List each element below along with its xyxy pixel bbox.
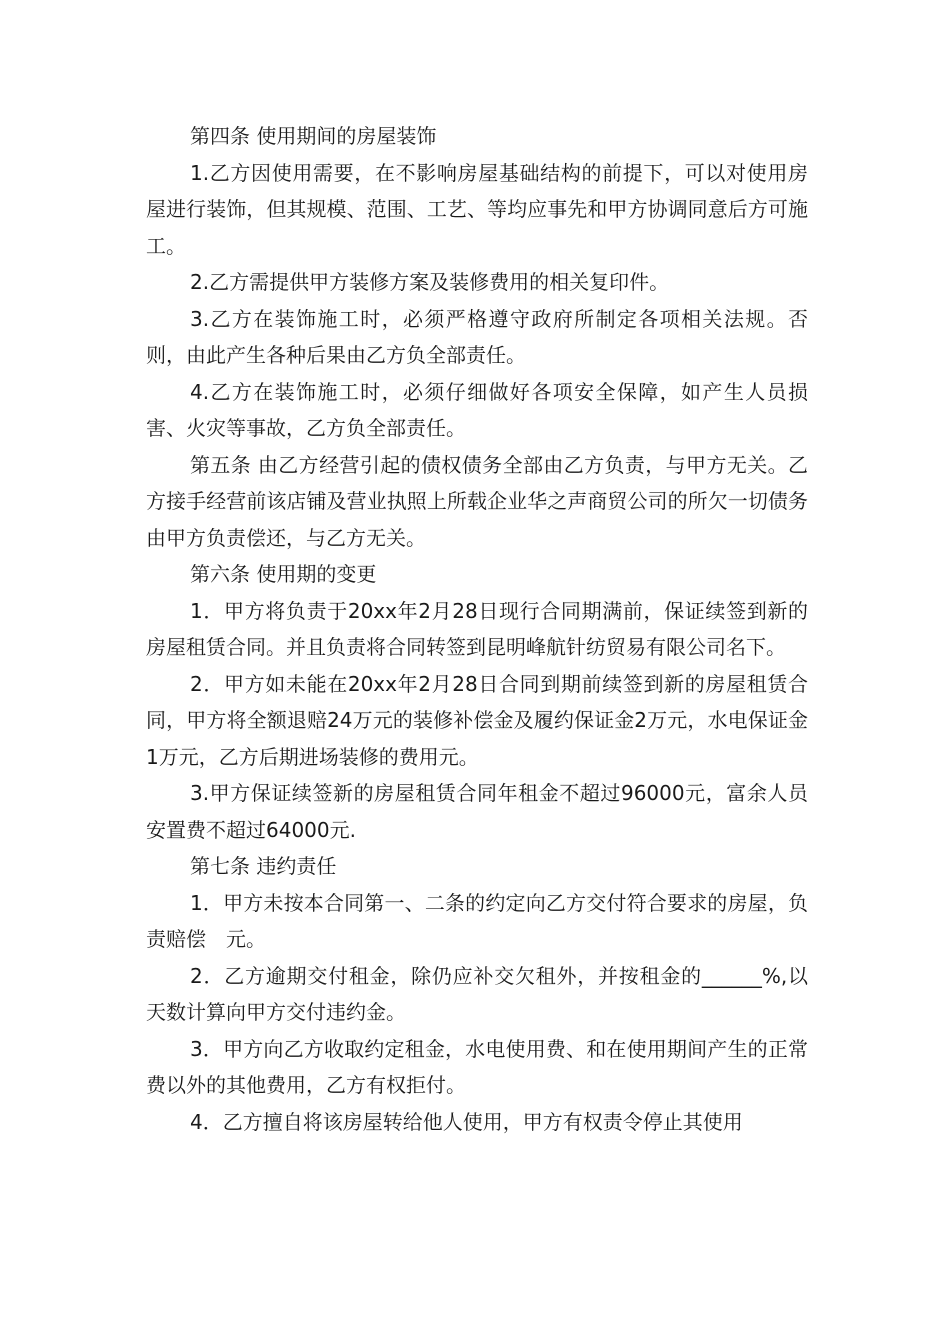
article-6-clause-2: 2．甲方如未能在20xx年2月28日合同到期前续签到新的房屋租赁合同，甲方将全额退赔24万元的装修补偿金及履约保证金2万元，水电保证金1万元，乙方后期进场装修的费用元。 bbox=[146, 671, 808, 769]
article-4-clause-3: 3.乙方在装饰施工时，必须严格遵守政府所制定各项相关法规。否则，由此产生各种后果由乙方负全部责任。 bbox=[146, 306, 808, 367]
article-4-clause-1: 1.乙方因使用需要，在不影响房屋基础结构的前提下，可以对使用房屋进行装饰，但其规模、范围、工艺、等均应事先和甲方协调同意后方可施工。 bbox=[146, 160, 808, 258]
article-7-clause-3: 3．甲方向乙方收取约定租金，水电使用费、和在使用期间产生的正常费以外的其他费用，乙方有权拒付。 bbox=[146, 1036, 808, 1097]
article-6-heading: 第六条 使用期的变更 bbox=[190, 562, 377, 586]
article-7-heading: 第七条 违约责任 bbox=[190, 854, 337, 878]
article-5: 第五条 由乙方经营引起的债权债务全部由乙方负责，与甲方无关。乙方接手经营前该店铺及营业执照上所载企业华之声商贸公司的所欠一切债务由甲方负责偿还，与乙方无关。 bbox=[146, 452, 808, 550]
article-7-clause-1: 1．甲方未按本合同第一、二条的约定向乙方交付符合要求的房屋，负责赔偿 元。 bbox=[146, 890, 808, 951]
document-body bbox=[146, 118, 808, 1140]
article-6-clause-3: 3.甲方保证续签新的房屋租赁合同年租金不超过96000元，富余人员安置费不超过64000元. bbox=[146, 781, 808, 842]
article-7-clause-4: 4．乙方擅自将该房屋转给他人使用，甲方有权责令停止其使用 bbox=[190, 1109, 743, 1134]
article-7-clause-2: 2．乙方逾期交付租金，除仍应补交欠租外，并按租金的______%,以天数计算向甲方交付违约金。 bbox=[146, 963, 808, 1024]
article-4-clause-2: 2.乙方需提供甲方装修方案及装修费用的相关复印件。 bbox=[190, 270, 670, 294]
article-4-heading: 第四条 使用期间的房屋装饰 bbox=[190, 124, 437, 148]
article-4-clause-4: 4.乙方在装饰施工时，必须仔细做好各项安全保障，如产生人员损害、火灾等事故，乙方负全部责任。 bbox=[146, 379, 808, 440]
article-6-clause-1: 1．甲方将负责于20xx年2月28日现行合同期满前，保证续签到新的房屋租赁合同。并且负责将合同转签到昆明峰航针纺贸易有限公司名下。 bbox=[146, 598, 808, 659]
